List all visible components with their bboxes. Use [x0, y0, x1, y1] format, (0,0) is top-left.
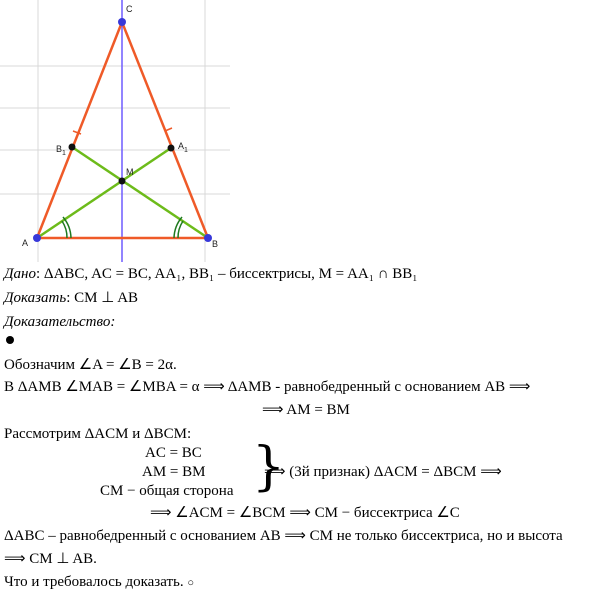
- proof-label: Доказательство:: [4, 314, 116, 330]
- qed-text: Что и требовалось доказать.: [4, 574, 184, 590]
- point-b1: [69, 144, 76, 151]
- prove-label: Доказать: [4, 290, 67, 306]
- end-mark: ○: [187, 577, 195, 589]
- prove-line: [4, 289, 138, 307]
- bullet-point: [6, 336, 14, 344]
- system-result: ⟹ (3й признак) ΔACM = ΔBCM ⟹: [264, 464, 502, 480]
- prove-body: : CM ⊥ AB: [66, 290, 139, 306]
- proof-line-7: ⟹ CM ⊥ AB.: [4, 551, 97, 567]
- proof-line-2: В ΔAMB ∠MAB = ∠MBA = α ⟹ ΔAMB - равнобедренный с основанием AB ⟹: [4, 379, 531, 395]
- triangle-figure: [0, 0, 230, 262]
- system-brace: }: [252, 437, 286, 497]
- given-label: Дано: [4, 266, 36, 282]
- given-body: : ΔABC, AC = BC, AA₁, BB₁ – биссектрисы, M = AA₁ ∩ BB₁: [36, 266, 418, 282]
- proof-line-6: ΔABC – равнобедренный с основанием AB ⟹ CM не только биссектриса, но и высота: [4, 528, 563, 544]
- label-a1: $A_1$: [178, 141, 188, 154]
- proof-line-5: ⟹ ∠ACM = ∠BCM ⟹ CM − биссектриса ∠C: [150, 505, 460, 521]
- point-c: [118, 18, 126, 26]
- proof-line-1: Обозначим ∠A = ∠B = 2α.: [4, 357, 177, 373]
- proof-line-8: [4, 573, 194, 592]
- label-b: B: [212, 239, 219, 249]
- system-eq-1: AC = BC: [145, 445, 202, 461]
- proof-line-4: Рассмотрим ΔACM и ΔBCM:: [4, 426, 192, 442]
- label-a: A: [22, 238, 29, 248]
- label-b1: $B_1$: [56, 144, 66, 157]
- label-m: M: [126, 167, 134, 177]
- point-m: [119, 178, 126, 185]
- point-b: [204, 234, 212, 242]
- point-a1: [168, 145, 175, 152]
- given-line: [4, 265, 418, 283]
- proof-line-3: ⟹ AM = BM: [262, 402, 350, 418]
- point-a: [33, 234, 41, 242]
- label-c: C: [126, 4, 133, 14]
- system-eq-2: AM = BM: [142, 464, 206, 480]
- system-eq-3: CM − общая сторона: [100, 483, 234, 499]
